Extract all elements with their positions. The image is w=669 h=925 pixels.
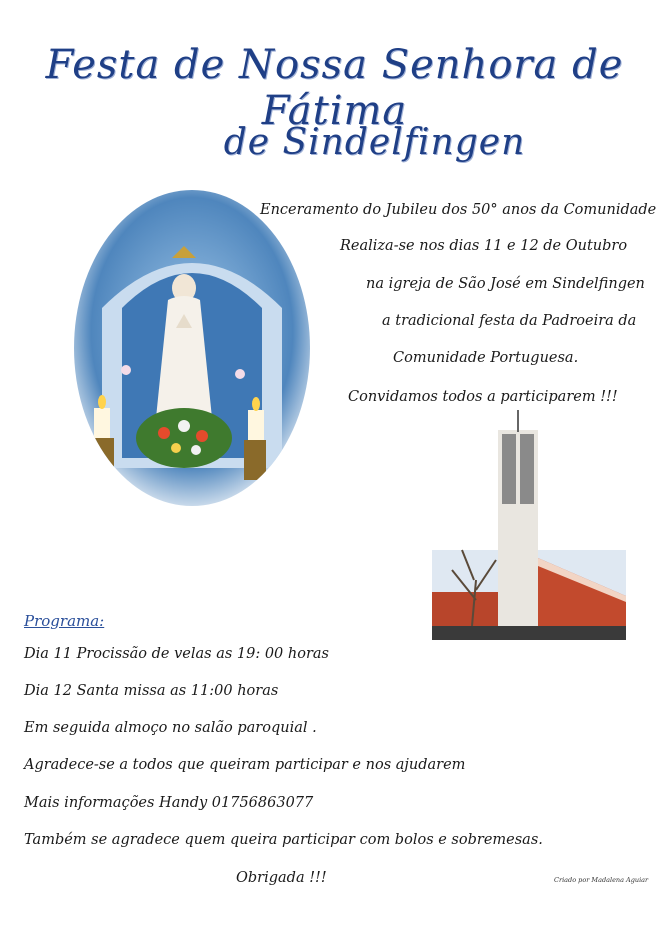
intro-line-2: Realiza-se nos dias 11 e 12 de Outubro	[340, 238, 628, 254]
programa-item-2: Dia 12 Santa missa as 11:00 horas	[24, 683, 279, 699]
page-subtitle: de Sindelfingen	[223, 122, 526, 163]
programa-item-3: Em seguida almoço no salão paroquial .	[24, 720, 317, 736]
programa-item-5: Mais informações Handy 01756863077	[24, 795, 314, 811]
madonna-statue-photo	[72, 188, 312, 508]
programa-item-4: Agradece-se a todos que queiram participar e nos ajudarem	[24, 757, 466, 773]
intro-line-5: Comunidade Portuguesa.	[393, 350, 579, 366]
programa-item-6: Também se agradece quem queira participar com bolos e sobremesas.	[24, 832, 543, 848]
page-title: Festa de Nossa Senhora de Fátima	[45, 42, 624, 134]
programa-item-1: Dia 11 Procissão de velas as 19: 00 horas	[24, 646, 329, 662]
intro-line-4: a tradicional festa da Padroeira da	[382, 313, 637, 329]
church-tower-photo	[432, 410, 626, 640]
closing-text: Obrigada !!!	[236, 870, 327, 886]
intro-line-1: Enceramento do Jubileu dos 50° anos da Comunidade	[260, 202, 657, 218]
credit-text: Criado por Madalena Aguiar	[554, 876, 649, 884]
intro-line-6: Convidamos todos a participarem !!!	[348, 389, 618, 405]
intro-line-3: na igreja de São José em Sindelfingen	[366, 276, 645, 292]
programa-heading: Programa:	[24, 612, 105, 630]
